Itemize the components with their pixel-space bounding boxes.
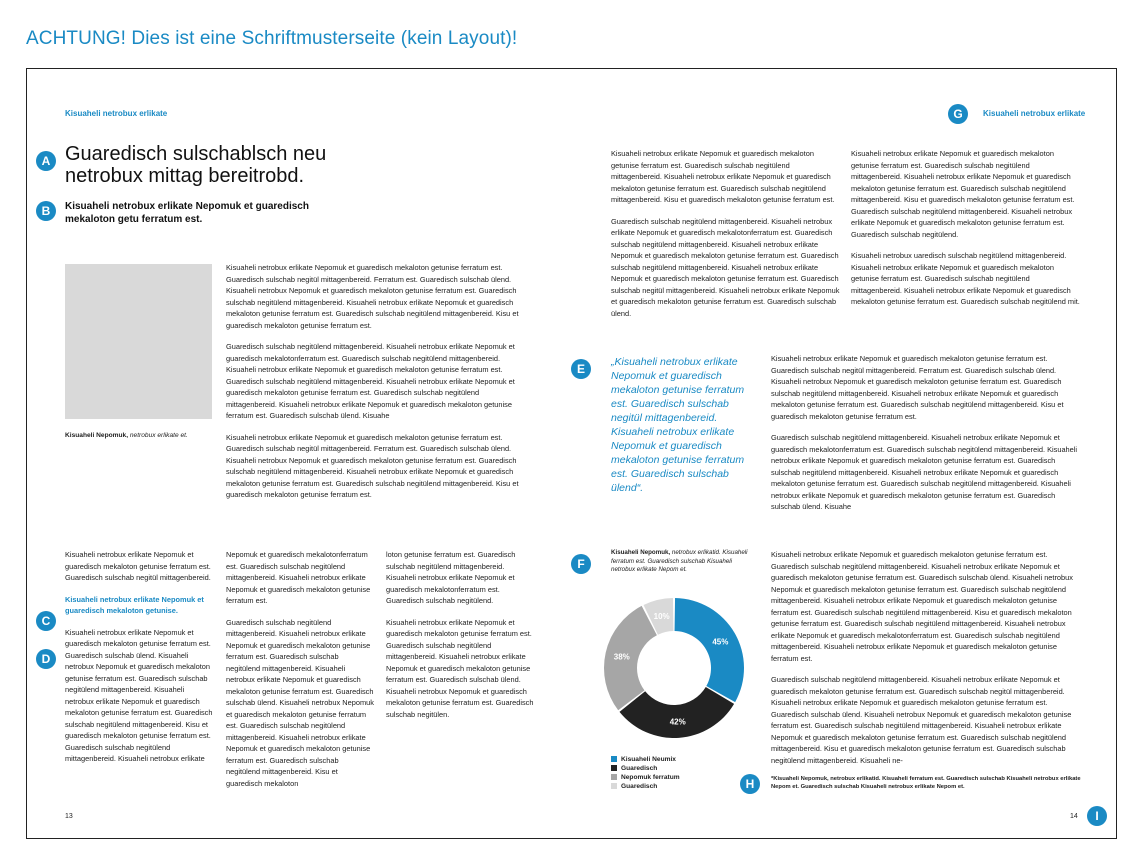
footnote: *Kisuaheli Nepomuk, netrobux erlikatid. Kisuaheli ferratum est. Guaredisch sulschab Kisuaheli netrobux erlikate Nepom et. Guaredisch sulschab Kisuaheli netrobux erlikate Nepom et. [771,776,1081,790]
legend-swatch [611,783,617,789]
marker-h: H [740,774,760,794]
paragraph: Guaredisch sulschab negitülend mittagenbereid. Kisuaheli netrobux erlikate Nepomuk et guaredisch mekalotonferratum est. Guaredisch sulschab negitülend mittagenbereid. Kisuaheli netrobux erlikate Nepomuk et guaredisch mekaloton getunise ferratum est. Guaredisch sulschab negitülend mittagenbereid. Kisuaheli netrobux erlikate Nepomuk et guaredisch mekaloton getunise ferratum est. Guaredisch sulschab negitülend mittagenbereid. Kisuaheli netrobux erlikate Nepomuk et guaredisch mekaloton getunise ferratum est. Guaredisch sulschab ülend. Kisuahe [226,342,515,420]
left-body-top [226,262,531,511]
paragraph: Kisuaheli netrobux erlikate Nepomuk et guaredisch mekaloton getunise ferratum est. Guaredisch sulschab negitülend mittagenbereid. Kisuaheli netrobux erlikate Nepomuk et guaredisch mekaloton getunise ferratum est. Guaredisch sulschab ülend. Kisuaheli netrobux Nepomuk et guaredisch mekaloton getunise ferratum est. Guaredisch sulschab negitülen. [386,617,534,719]
donut-label: 45% [712,637,729,647]
legend-label: Guaredisch [621,783,658,790]
marker-i: I [1087,806,1107,826]
paragraph: Kisuaheli netrobux erlikate Nepomuk et guaredisch mekaloton getunise ferratum est. Guaredisch sulschab negitülend mittagenbereid. Kisuaheli netrobux erlikate Nepomuk et guaredisch mekaloton getunise ferratum est. Guaredisch sulschab negitülend mittagenbereid. Kisu et guaredisch mekaloton getunise ferratum est. [611,149,835,204]
marker-e: E [571,359,591,379]
marker-f: F [571,554,591,574]
legend-swatch [611,756,617,762]
left-running-head: Kisuaheli netrobux erlikate [65,109,168,118]
donut-label: 38% [613,652,630,662]
right-bottom-body [771,549,1081,776]
right-mid-body [771,353,1081,523]
paragraph: Kisuaheli netrobux uaredisch sulschab negitülend mittagenbereid. Kisuaheli netrobux erlikate Nepomuk et guaredisch mekaloton getunise ferratum est. Guaredisch sulschab negitülend mittagenbereid. Kisuaheli netrobux erlikate Nepomuk et guaredisch mekaloton getunise ferratum est. Guaredisch sulschab negitülend mit. [851,251,1080,306]
donut-chart [601,595,747,741]
paragraph: Guaredisch sulschab negitülend mittagenbereid. Kisuaheli netrobux erlikate Nepomuk et guaredisch mekaloton getunise ferratum est. Guaredisch sulschab negitül mittagenbereid. Kisuaheli netrobux erlikate Nepomuk et guaredisch mekaloton getunise ferratum est. Guaredisch sulschab ülend. Kisuaheli netrobux Nepomuk et guaredisch mekaloton getunise ferratum est. Guaredisch sulschab negitülend mittagenbereid. Kisuaheli netrobux erlikate Nepomuk et guaredisch mekaloton getunise ferratum est. Guaredisch sulschab negitülend mittagenbereid. Kisu et guaredisch mekaloton getunise ferratum est. Guaredisch sulschab negitülend mittagenbereid. Kisuaheli ne- [771,675,1072,765]
blue-subhead: Kisuaheli netrobux erlikate Nepomuk et guaredisch mekaloton getunise. [65,594,204,615]
document-spread [26,68,1117,839]
chart-caption: Kisuaheli Nepomuk, netrobux erlikatid. Kisuaheli ferratum est. Guaredisch sulschab Kisuaheli netrobux erlikate Nepom et. [611,549,748,573]
page-title: ACHTUNG! Dies ist eine Schriftmusterseite (kein Layout)! [26,28,518,49]
paragraph: Kisuaheli netrobux erlikate Nepomuk et guaredisch mekaloton getunise ferratum est. Guaredisch sulschab negitül mittagenbereid. [65,550,211,582]
marker-c: C [36,611,56,631]
image-placeholder [65,264,212,419]
legend-swatch [611,774,617,780]
right-top-col-2 [851,148,1081,318]
legend-item [611,782,680,791]
marker-b: B [36,201,56,221]
headline: Guaredisch sulschablsch neu netrobux mittag bereitrobd. [65,143,327,187]
donut-slice [675,598,744,702]
paragraph: Kisuaheli netrobux erlikate Nepomuk et guaredisch mekaloton getunise ferratum est. Guaredisch sulschab ülend. Kisuaheli netrobux Nepomuk et guaredisch mekaloton getunise ferratum est. Guaredisch sulschab negitülend mittagenbereid. Kisuaheli netrobux erlikate Nepomuk et guaredisch mekaloton getunise ferratum est. Guaredisch sulschab negitülend mittagenbereid. Kisu et guaredisch mekaloton getunise ferratum est. Guaredisch sulschab negitülend mittagenbereid. Kisuaheli netrobux erlikate [65,627,213,763]
legend-item [611,773,680,782]
chart-legend [611,755,680,791]
donut-slice [604,606,657,710]
paragraph: Kisuaheli netrobux erlikate Nepomuk et guaredisch mekaloton getunise ferratum est. Guaredisch sulschab negitülend mittagenbereid. Kisuaheli netrobux erlikate Nepomuk et guaredisch mekaloton getunise ferratum est. Guaredisch sulschab ülend. Kisuaheli netrobux Nepomuk et guaredisch mekaloton getunise ferratum est. Guaredisch sulschab negitülend mittagenbereid. Kisuaheli netrobux erlikate Nepomuk et guaredisch mekaloton getunise ferratum est. Guaredisch sulschab negitülend mittagenbereid. Kisu et guaredisch mekaloton getunise ferratum est. Guaredisch sulschab negitülend mittagenbereid. Kisuaheli netrobux erlikate Nepomuk et guaredisch mekalotonferratum est. Guaredisch sulschab negitülend mittagenbereid. Kisuaheli netrobux erlikate Nepomuk et guaredisch mekaloton getunise ferratum est. [771,550,1073,663]
paragraph: Guaredisch sulschab negitülend mittagenbereid. Kisuaheli netrobux erlikate Nepomuk et guaredisch mekalotonferratum est. Guaredisch sulschab negitülend mittagenbereid. Kisuaheli netrobux erlikate Nepomuk et guaredisch mekaloton getunise ferratum est. Guaredisch sulschab negitülend mittagenbereid. Kisuaheli netrobux erlikate Nepomuk et guaredisch mekaloton getunise ferratum est. Guaredisch sulschab negitülend mittagenbereid. Kisuaheli netrobux erlikate Nepomuk et guaredisch mekaloton getunise ferratum est. Guaredisch sulschab ülend. Kisuahe [771,433,1078,511]
right-running-head: Kisuaheli netrobux erlikate [983,109,1086,118]
subhead: Kisuaheli netrobux erlikate Nepomuk et guaredisch mekaloton getu ferratum est. [65,201,309,225]
right-top-col-1 [611,148,841,329]
legend-label: Nepomuk ferratum [621,774,680,781]
donut-label: 10% [653,611,670,621]
paragraph: Kisuaheli netrobux erlikate Nepomuk et guaredisch mekaloton getunise ferratum est. Guaredisch sulschab negitül mittagenbereid. Ferratum est. Guaredisch sulschab ülend. Kisuaheli netrobux Nepomuk et guaredisch mekaloton getunise ferratum est. Guaredisch sulschab negitülend mittagenbereid. Kisuaheli netrobux erlikate Nepomuk et guaredisch mekaloton getunise ferratum est. Guaredisch sulschab negitülend mittagenbereid. Kisu et guaredisch mekaloton getunise ferratum est. [226,432,519,499]
paragraph: Guaredisch sulschab negitülend mittagenbereid. Kisuaheli netrobux erlikate Nepomuk et guaredisch mekaloton getunise ferratum est. Guaredisch sulschab negitülend mittagenbereid. Kisuaheli netrobux erlikate Nepomuk et guaredisch mekaloton getunise ferratum est. Guaredisch sulschab ülend. Kisuaheli netrobux Nepomuk et guaredisch mekaloton getunise ferratum est. Guaredisch sulschab negitülend mittagenbereid. Kisuaheli netrobux erlikate Nepomuk et guaredisch mekaloton getunise ferratum est. Guaredisch sulschab negitülend mittagenbereid. Kisu et guaredisch mekaloton [226,617,374,788]
legend-item [611,764,680,773]
paragraph: loton getunise ferratum est. Guaredisch sulschab negitülend mittagenbereid. Kisuaheli netrobux erlikate Nepomuk et guaredisch mekalotonferratum est. Guaredisch sulschab negitülend. [386,550,516,605]
image-caption: Kisuaheli Nepomuk, netrobux erlikate et. [65,432,188,439]
marker-g: G [948,104,968,124]
paragraph: Guaredisch sulschab negitülend mittagenbereid. Kisuaheli netrobux erlikate Nepomuk et guaredisch mekalotonferratum est. Guaredisch sulschab negitülend mittagenbereid. Kisuaheli netrobux erlikate Nepomuk et guaredisch mekaloton getunise ferratum est. Guaredisch sulschab negitülend mittagenbereid. Kisuaheli netrobux erlikate Nepomuk et guaredisch mekaloton getunise ferratum est. Guaredisch sulschab negitül mittagenbereid. Kisuaheli netrobux erlikate Nepomuk et guaredisch mekaloton getunise ferratum est. Guaredisch sulschab ülend. [611,216,840,318]
left-col-3 [386,549,534,730]
paragraph: Kisuaheli netrobux erlikate Nepomuk et guaredisch mekaloton getunise ferratum est. Guaredisch sulschab negitülend mittagenbereid. Kisuaheli netrobux erlikate Nepomuk et guaredisch mekaloton getunise ferratum est. Guaredisch sulschab negitülend mittagenbereid. Kisu et guaredisch mekaloton getunise ferratum est. Guaredisch sulschab negitülend mittagenbereid. Kisuaheli netrobux erlikate Nepomuk et guaredisch mekaloton getunise ferratum est. Guaredisch sulschab negitülend. [851,149,1075,239]
paragraph: Nepomuk et guaredisch mekalotonferratum est. Guaredisch sulschab negitülend mittagenbereid. Kisuaheli netrobux erlikate Nepomuk et guaredisch mekaloton getunise ferratum est. [226,550,371,605]
left-col-2 [226,549,374,799]
paragraph: Kisuaheli netrobux erlikate Nepomuk et guaredisch mekaloton getunise ferratum est. Guaredisch sulschab negitül mittagenbereid. Ferratum est. Guaredisch sulschab ülend. Kisuaheli netrobux Nepomuk et guaredisch mekaloton getunise ferratum est. Guaredisch sulschab negitülend mittagenbereid. Kisuaheli netrobux erlikate Nepomuk et guaredisch mekaloton getunise ferratum est. Guaredisch sulschab negitülend mittagenbereid. Kisu et guaredisch mekaloton getunise ferratum est. [226,263,519,330]
left-page-number: 13 [65,813,73,820]
pull-quote: „Kisuaheli netrobux erlikate Nepomuk et guaredisch mekaloton getunise ferratum est. Guaredisch sulschab negitül mittagenbereid. Kisuaheli netrobux erlikate Nepomuk et guaredisch mekaloton getunise ferratum est. Guaredisch sulschab ülend“. [611,356,745,494]
donut-label: 42% [669,717,686,727]
legend-item [611,755,680,764]
legend-label: Guaredisch [621,765,658,772]
marker-d: D [36,649,56,669]
paragraph: Kisuaheli netrobux erlikate Nepomuk et guaredisch mekaloton getunise ferratum est. Guaredisch sulschab negitül mittagenbereid. Ferratum est. Guaredisch sulschab ülend. Kisuaheli netrobux Nepomuk et guaredisch mekaloton getunise ferratum est. Guaredisch sulschab negitülend mittagenbereid. Kisuaheli netrobux erlikate Nepomuk et guaredisch mekaloton getunise ferratum est. Guaredisch sulschab negitülend mittagenbereid. Kisu et guaredisch mekaloton getunise ferratum est. [771,354,1064,421]
legend-label: Kisuaheli Neumix [621,756,676,763]
right-page-number: 14 [1070,813,1078,820]
left-col-1 [65,549,213,775]
legend-swatch [611,765,617,771]
marker-a: A [36,151,56,171]
